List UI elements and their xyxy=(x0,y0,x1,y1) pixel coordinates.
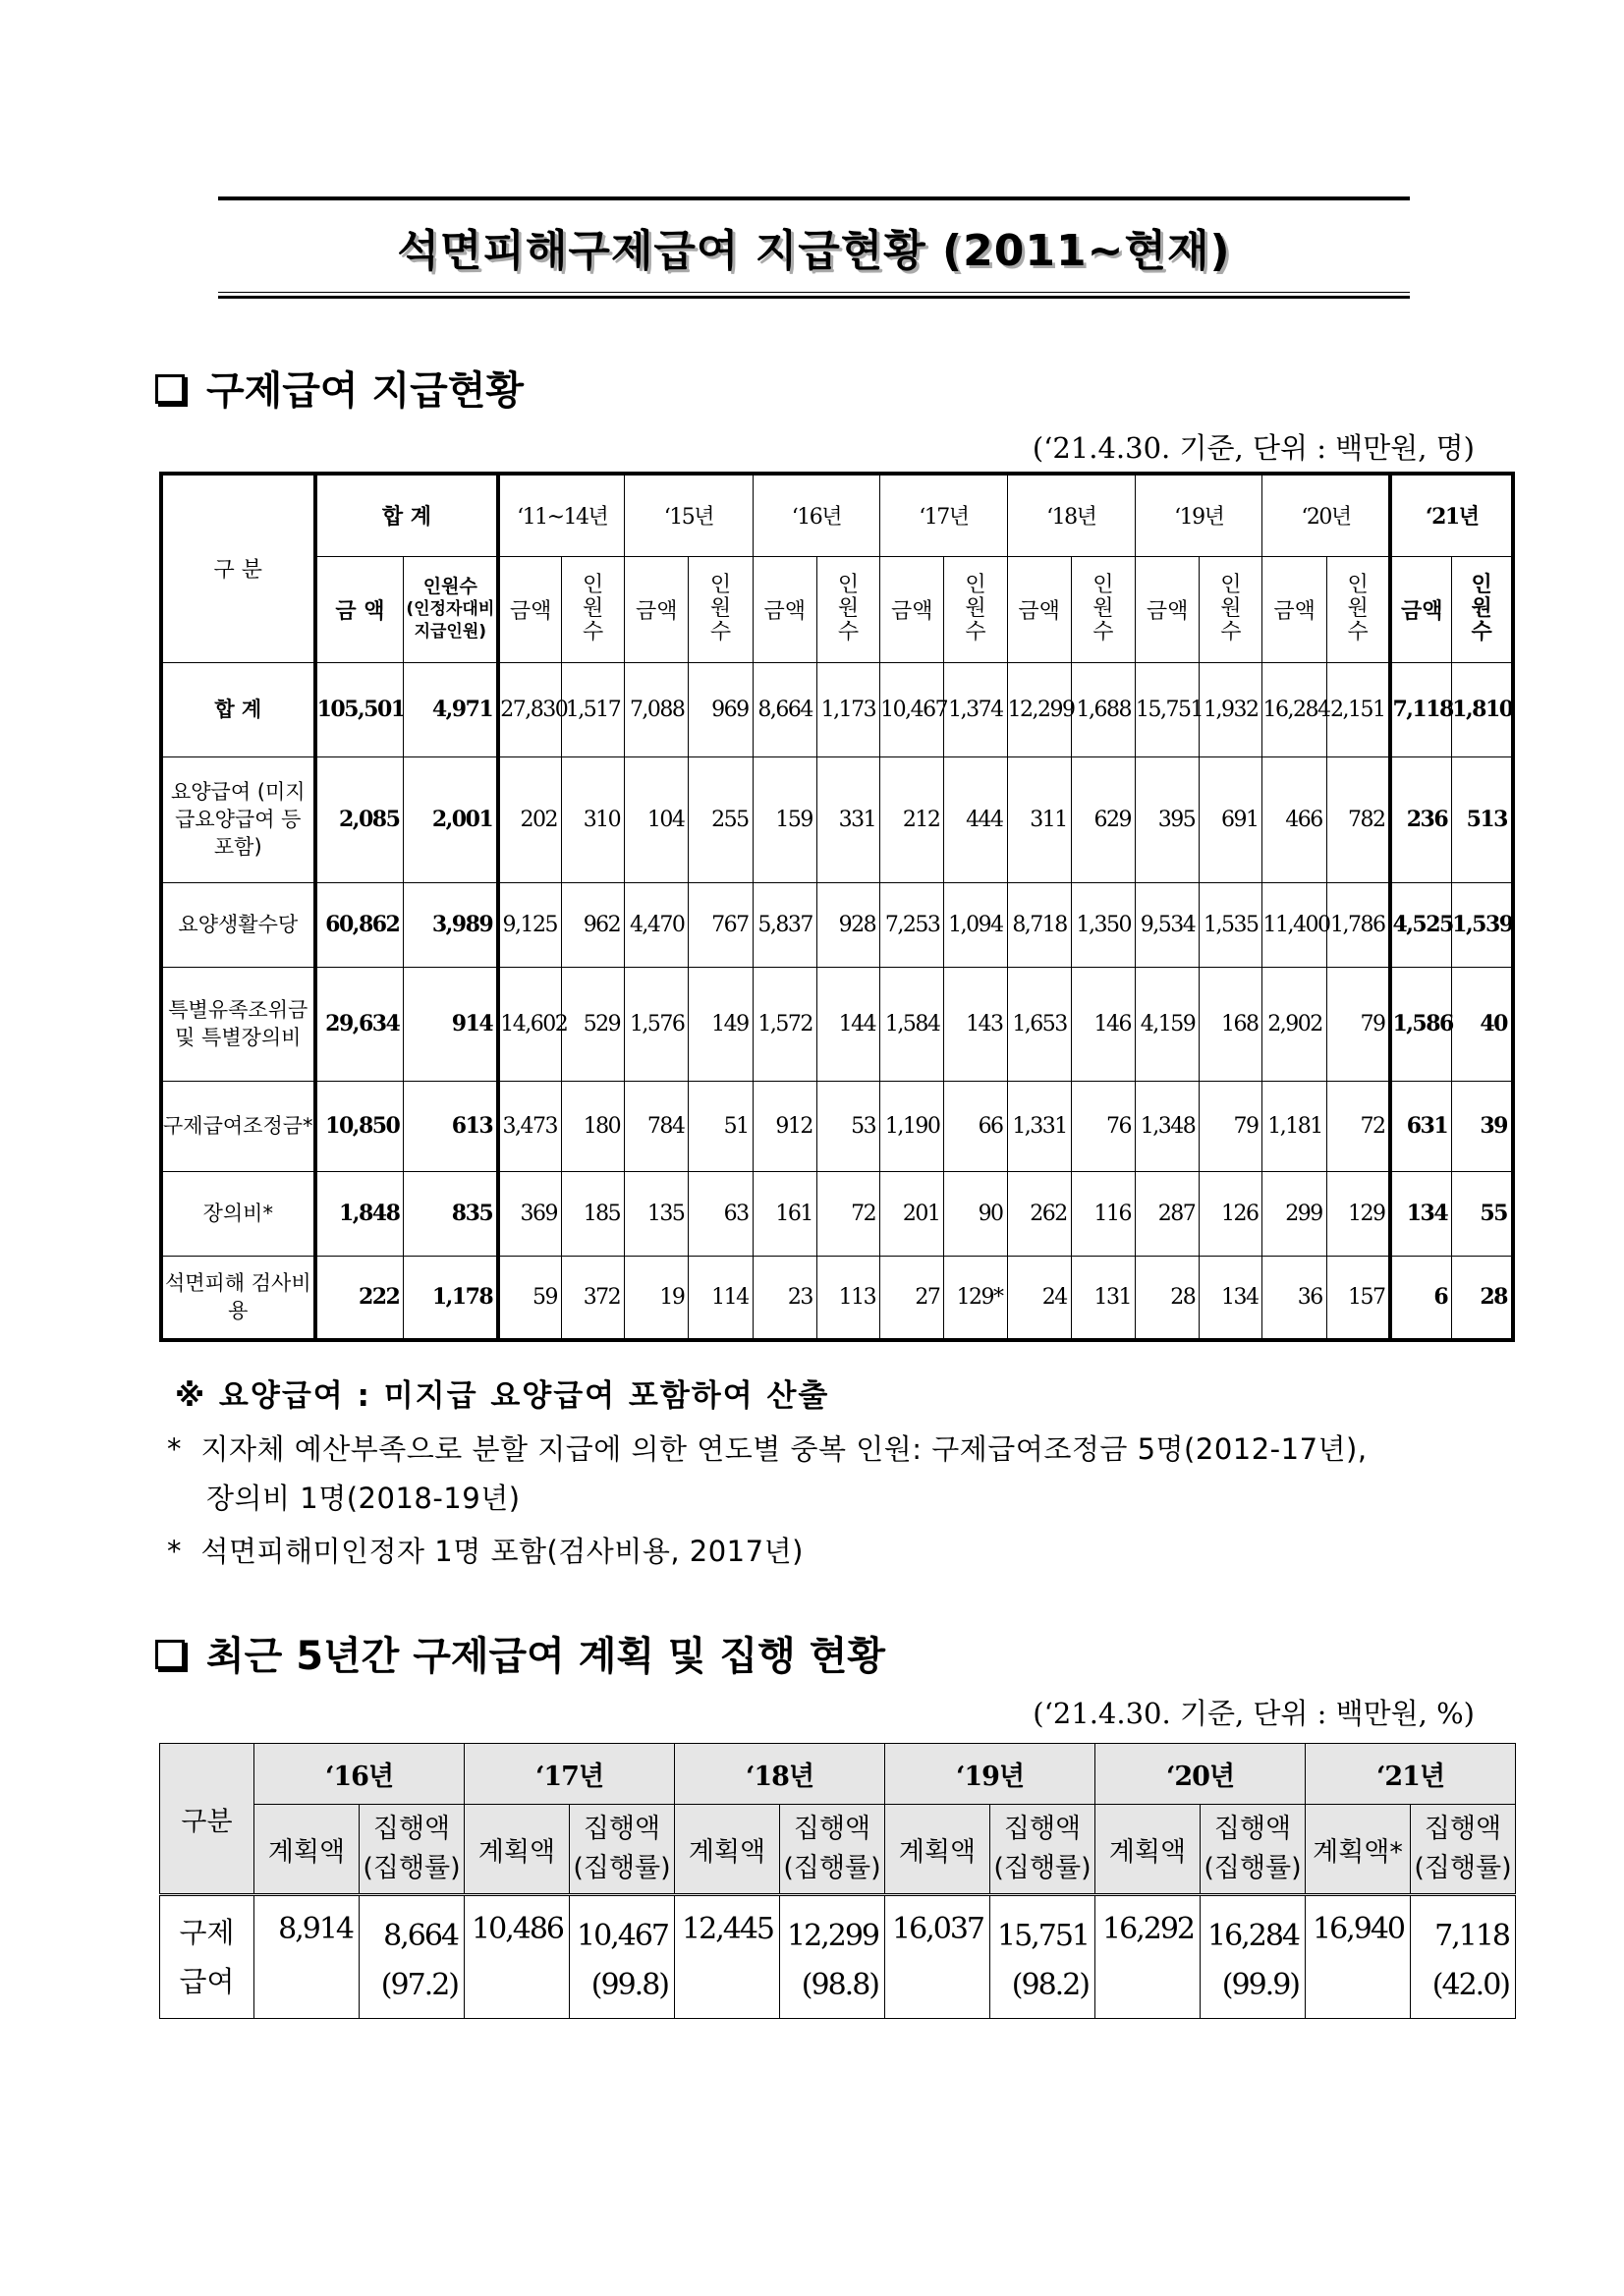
table-row xyxy=(161,1171,1513,1256)
total-people-cell: 1,178 xyxy=(404,1256,498,1340)
header-plan: 계획액 xyxy=(1095,1805,1201,1895)
notes xyxy=(167,1371,1523,1576)
value-cell: 135 xyxy=(625,1171,689,1256)
header-people-vert-text: 인 원 수 xyxy=(965,573,986,644)
value-cell: 7,088 xyxy=(625,662,689,756)
value-cell: 168 xyxy=(1200,967,1262,1081)
title-rule-bottom-thin xyxy=(218,292,1410,293)
header-plan: 계획액* xyxy=(1306,1805,1411,1895)
value-cell: 8,718 xyxy=(1007,882,1071,967)
row-label: 요양급여 (미지급요양급여 등 포함) xyxy=(161,756,315,882)
title-rule-bottom xyxy=(218,296,1410,299)
value-cell: 27,830 xyxy=(498,662,561,756)
note-3-text: 석면피해미인정자 1명 포함(검사비용, 2017년) xyxy=(200,1535,804,1568)
value-cell: 1,181 xyxy=(1262,1081,1326,1171)
rate-value: (97.2) xyxy=(380,1968,458,2002)
exec-value: 10,467 xyxy=(577,1919,668,1953)
header-people-vert xyxy=(816,556,879,662)
header-exec xyxy=(360,1805,465,1895)
header-year: ‘21년 xyxy=(1306,1744,1516,1805)
value-cell: 16,284 xyxy=(1262,662,1326,756)
value-cell: 14,602 xyxy=(498,967,561,1081)
total-people-cell: 4,971 xyxy=(404,662,498,756)
value-cell: 1,350 xyxy=(1071,882,1135,967)
value-cell: 299 xyxy=(1262,1171,1326,1256)
total-amount-cell: 2,085 xyxy=(315,756,404,882)
header-rate-label: (집행률) xyxy=(363,1853,461,1883)
value-cell: 159 xyxy=(753,756,816,882)
header-people-vert xyxy=(1200,556,1262,662)
total-amount-cell: 1,848 xyxy=(315,1171,404,1256)
value-cell: 79 xyxy=(1326,967,1390,1081)
row-label: 장의비* xyxy=(161,1171,315,1256)
page-title: 석면피해구제급여 지급현황 (2011~현재) xyxy=(397,226,1231,276)
header-year: ‘18년 xyxy=(675,1744,885,1805)
value-cell: 23 xyxy=(753,1256,816,1340)
row-label xyxy=(160,1895,254,2019)
total-amount-cell: 222 xyxy=(315,1256,404,1340)
payment-status-table xyxy=(159,472,1515,1342)
value-cell: 236 xyxy=(1390,756,1451,882)
header-people-note: (인정자대비 지급인원) xyxy=(406,599,495,642)
value-cell: 149 xyxy=(689,967,753,1081)
header-people-vert-text: 인 원 수 xyxy=(1220,573,1242,644)
value-cell: 1,190 xyxy=(880,1081,944,1171)
row-label-line1: 구제 xyxy=(179,1916,235,1949)
value-cell: 1,517 xyxy=(561,662,624,756)
value-cell: 19 xyxy=(625,1256,689,1340)
value-cell: 691 xyxy=(1200,756,1262,882)
value-cell: 36 xyxy=(1262,1256,1326,1340)
value-cell: 10,467 xyxy=(880,662,944,756)
section1-heading-text: 구제급여 지급현황 xyxy=(206,368,525,414)
value-cell: 782 xyxy=(1326,756,1390,882)
exec-cell xyxy=(570,1895,675,2019)
value-cell: 55 xyxy=(1452,1171,1513,1256)
exec-cell xyxy=(360,1895,465,2019)
checkbox-bullet-icon xyxy=(155,374,185,404)
note-2-text: 지자체 예산부족으로 분할 지급에 의한 연도별 중복 인원: 구제급여조정금 5명(2012-17년), xyxy=(200,1432,1368,1466)
header-year: ‘19년 xyxy=(1136,474,1262,556)
header-people-vert xyxy=(1071,556,1135,662)
header-total: 합 계 xyxy=(315,474,499,556)
value-cell: 1,535 xyxy=(1200,882,1262,967)
header-amount-short: 금액 xyxy=(1136,556,1200,662)
value-cell: 72 xyxy=(1326,1081,1390,1171)
value-cell: 131 xyxy=(1071,1256,1135,1340)
value-cell: 1,374 xyxy=(944,662,1007,756)
header-people-vert-text: 인 원 수 xyxy=(709,573,732,644)
value-cell: 7,118 xyxy=(1390,662,1451,756)
total-amount-cell: 105,501 xyxy=(315,662,404,756)
value-cell: 6 xyxy=(1390,1256,1451,1340)
value-cell: 784 xyxy=(625,1081,689,1171)
header-year: ‘21년 xyxy=(1390,474,1513,556)
note-2-cont: 장의비 1명(2018-19년) xyxy=(206,1482,521,1515)
value-cell: 76 xyxy=(1071,1081,1135,1171)
value-cell: 134 xyxy=(1390,1171,1451,1256)
header-exec xyxy=(1411,1805,1516,1895)
rate-value: (98.8) xyxy=(801,1968,878,2002)
value-cell: 11,400 xyxy=(1262,882,1326,967)
value-cell: 1,173 xyxy=(816,662,879,756)
value-cell: 287 xyxy=(1136,1171,1200,1256)
rate-value: (98.2) xyxy=(1011,1968,1089,2002)
value-cell: 185 xyxy=(561,1171,624,1256)
header-people-vert-text: 인 원 수 xyxy=(1471,573,1492,644)
header-exec-label: 집행액 xyxy=(1424,1814,1502,1844)
header-people-label: 인원수 xyxy=(422,576,477,597)
plan-cell: 12,445 xyxy=(675,1895,780,2019)
value-cell: 5,837 xyxy=(753,882,816,967)
header-year: ‘11~14년 xyxy=(498,474,624,556)
exec-value: 12,299 xyxy=(787,1919,878,1953)
value-cell: 15,751 xyxy=(1136,662,1200,756)
value-cell: 8,664 xyxy=(753,662,816,756)
value-cell: 1,539 xyxy=(1452,882,1513,967)
header-year: ‘16년 xyxy=(254,1744,465,1805)
total-people-cell: 835 xyxy=(404,1171,498,1256)
value-cell: 104 xyxy=(625,756,689,882)
header-amount-short: 금액 xyxy=(498,556,561,662)
value-cell: 129 xyxy=(1326,1171,1390,1256)
exec-cell xyxy=(1411,1895,1516,2019)
value-cell: 969 xyxy=(689,662,753,756)
value-cell: 180 xyxy=(561,1081,624,1171)
value-cell: 912 xyxy=(753,1081,816,1171)
value-cell: 212 xyxy=(880,756,944,882)
value-cell: 1,094 xyxy=(944,882,1007,967)
value-cell: 157 xyxy=(1326,1256,1390,1340)
header-year: ‘16년 xyxy=(753,474,879,556)
note-2 xyxy=(167,1425,1523,1523)
value-cell: 1,810 xyxy=(1452,662,1513,756)
table-row xyxy=(161,1256,1513,1340)
header-exec-label: 집행액 xyxy=(372,1814,451,1844)
header-rate-label: (집행률) xyxy=(573,1853,671,1883)
row-label: 합 계 xyxy=(161,662,315,756)
title-block xyxy=(218,196,1410,299)
row-label: 구제급여조정금* xyxy=(161,1081,315,1171)
value-cell: 529 xyxy=(561,967,624,1081)
header-exec-label: 집행액 xyxy=(583,1814,661,1844)
value-cell: 39 xyxy=(1452,1081,1513,1171)
header-year: ‘15년 xyxy=(625,474,753,556)
exec-value: 16,284 xyxy=(1207,1919,1299,1953)
header-people-vert xyxy=(1452,556,1513,662)
value-cell: 372 xyxy=(561,1256,624,1340)
value-cell: 1,331 xyxy=(1007,1081,1071,1171)
header-amount-short: 금액 xyxy=(880,556,944,662)
value-cell: 4,525 xyxy=(1390,882,1451,967)
table-row xyxy=(161,1081,1513,1171)
plan-execution-table xyxy=(159,1743,1516,2019)
value-cell: 1,653 xyxy=(1007,967,1071,1081)
value-cell: 114 xyxy=(689,1256,753,1340)
exec-value: 8,664 xyxy=(383,1919,458,1953)
row-label: 석면피해 검사비용 xyxy=(161,1256,315,1340)
value-cell: 27 xyxy=(880,1256,944,1340)
value-cell: 4,159 xyxy=(1136,967,1200,1081)
rate-value: (99.9) xyxy=(1221,1968,1299,2002)
value-cell: 129* xyxy=(944,1256,1007,1340)
checkbox-bullet-icon xyxy=(155,1640,185,1669)
value-cell: 59 xyxy=(498,1256,561,1340)
value-cell: 161 xyxy=(753,1171,816,1256)
value-cell: 63 xyxy=(689,1171,753,1256)
note-3-star: * xyxy=(167,1535,182,1568)
table-row xyxy=(160,1895,1516,2019)
value-cell: 201 xyxy=(880,1171,944,1256)
value-cell: 40 xyxy=(1452,967,1513,1081)
header-rate-label: (집행률) xyxy=(993,1853,1092,1883)
header-plan: 계획액 xyxy=(675,1805,780,1895)
section1-heading xyxy=(155,360,524,416)
plan-cell: 16,292 xyxy=(1095,1895,1201,2019)
value-cell: 113 xyxy=(816,1256,879,1340)
section2-basis: (‘21.4.30. 기준, 단위 : 백만원, %) xyxy=(1033,1697,1475,1730)
value-cell: 513 xyxy=(1452,756,1513,882)
value-cell: 1,688 xyxy=(1071,662,1135,756)
header-amount: 금 액 xyxy=(315,556,404,662)
header-people-vert-text: 인 원 수 xyxy=(1347,573,1369,644)
section2-heading-text: 최근 5년간 구제급여 계획 및 집행 현황 xyxy=(206,1634,885,1679)
total-amount-cell: 10,850 xyxy=(315,1081,404,1171)
exec-value: 7,118 xyxy=(1434,1919,1509,1953)
header-year: ‘20년 xyxy=(1095,1744,1306,1805)
header-people xyxy=(404,556,498,662)
value-cell: 28 xyxy=(1136,1256,1200,1340)
exec-cell xyxy=(990,1895,1095,2019)
value-cell: 631 xyxy=(1390,1081,1451,1171)
value-cell: 66 xyxy=(944,1081,1007,1171)
value-cell: 146 xyxy=(1071,967,1135,1081)
value-cell: 12,299 xyxy=(1007,662,1071,756)
value-cell: 444 xyxy=(944,756,1007,882)
value-cell: 1,932 xyxy=(1200,662,1262,756)
value-cell: 24 xyxy=(1007,1256,1071,1340)
value-cell: 1,786 xyxy=(1326,882,1390,967)
header-exec xyxy=(570,1805,675,1895)
header-exec xyxy=(780,1805,885,1895)
header-rate-label: (집행률) xyxy=(783,1853,881,1883)
value-cell: 2,902 xyxy=(1262,967,1326,1081)
value-cell: 90 xyxy=(944,1171,1007,1256)
value-cell: 1,584 xyxy=(880,967,944,1081)
header-people-vert-text: 인 원 수 xyxy=(837,573,860,644)
header-amount-short: 금액 xyxy=(1262,556,1326,662)
value-cell: 53 xyxy=(816,1081,879,1171)
value-cell: 629 xyxy=(1071,756,1135,882)
header-exec-label: 집행액 xyxy=(793,1814,871,1844)
total-people-cell: 914 xyxy=(404,967,498,1081)
header-year: ‘17년 xyxy=(465,1744,675,1805)
header-amount-short: 금액 xyxy=(753,556,816,662)
value-cell: 3,473 xyxy=(498,1081,561,1171)
header-category: 구분 xyxy=(160,1744,254,1895)
value-cell: 1,572 xyxy=(753,967,816,1081)
title-rule-top-thin xyxy=(218,199,1410,200)
value-cell: 1,576 xyxy=(625,967,689,1081)
value-cell: 369 xyxy=(498,1171,561,1256)
header-year: ‘19년 xyxy=(885,1744,1095,1805)
plan-cell: 8,914 xyxy=(254,1895,360,2019)
value-cell: 79 xyxy=(1200,1081,1262,1171)
exec-cell xyxy=(780,1895,885,2019)
header-rate-label: (집행률) xyxy=(1204,1853,1302,1883)
table-row xyxy=(160,1805,1516,1895)
value-cell: 331 xyxy=(816,756,879,882)
note-3 xyxy=(167,1527,1523,1576)
value-cell: 72 xyxy=(816,1171,879,1256)
plan-cell: 16,940 xyxy=(1306,1895,1411,2019)
table-row xyxy=(161,882,1513,967)
value-cell: 928 xyxy=(816,882,879,967)
header-year: ‘20년 xyxy=(1262,474,1390,556)
rate-value: (99.8) xyxy=(590,1968,668,2002)
header-exec xyxy=(1201,1805,1306,1895)
exec-value: 15,751 xyxy=(997,1919,1089,1953)
plan-cell: 16,037 xyxy=(885,1895,990,2019)
value-cell: 395 xyxy=(1136,756,1200,882)
value-cell: 144 xyxy=(816,967,879,1081)
header-amount-short: 금액 xyxy=(1007,556,1071,662)
value-cell: 143 xyxy=(944,967,1007,1081)
value-cell: 767 xyxy=(689,882,753,967)
value-cell: 466 xyxy=(1262,756,1326,882)
rate-value: (42.0) xyxy=(1431,1968,1509,2002)
header-people-vert xyxy=(944,556,1007,662)
total-people-cell: 3,989 xyxy=(404,882,498,967)
section1-basis: (‘21.4.30. 기준, 단위 : 백만원, 명) xyxy=(1032,431,1475,465)
value-cell: 255 xyxy=(689,756,753,882)
row-label: 특별유족조위금 및 특별장의비 xyxy=(161,967,315,1081)
table-row xyxy=(161,662,1513,756)
header-exec-label: 집행액 xyxy=(1003,1814,1082,1844)
value-cell: 2,151 xyxy=(1326,662,1390,756)
header-exec xyxy=(990,1805,1095,1895)
value-cell: 134 xyxy=(1200,1256,1262,1340)
header-plan: 계획액 xyxy=(465,1805,570,1895)
note-1: ※ 요양급여 : 미지급 요양급여 포함하여 산출 xyxy=(175,1378,830,1414)
value-cell: 7,253 xyxy=(880,882,944,967)
section2-heading xyxy=(155,1625,885,1681)
total-people-cell: 613 xyxy=(404,1081,498,1171)
header-year: ‘18년 xyxy=(1007,474,1135,556)
header-year: ‘17년 xyxy=(880,474,1007,556)
table-row xyxy=(161,967,1513,1081)
header-plan: 계획액 xyxy=(254,1805,360,1895)
value-cell: 9,534 xyxy=(1136,882,1200,967)
value-cell: 311 xyxy=(1007,756,1071,882)
value-cell: 1,586 xyxy=(1390,967,1451,1081)
value-cell: 4,470 xyxy=(625,882,689,967)
value-cell: 310 xyxy=(561,756,624,882)
value-cell: 9,125 xyxy=(498,882,561,967)
value-cell: 28 xyxy=(1452,1256,1513,1340)
exec-cell xyxy=(1201,1895,1306,2019)
note-2-star: * xyxy=(167,1432,182,1466)
total-amount-cell: 60,862 xyxy=(315,882,404,967)
header-people-vert xyxy=(1326,556,1390,662)
header-plan: 계획액 xyxy=(885,1805,990,1895)
row-label: 요양생활수당 xyxy=(161,882,315,967)
value-cell: 116 xyxy=(1071,1171,1135,1256)
header-people-vert-text: 인 원 수 xyxy=(582,573,604,644)
header-amount-short: 금액 xyxy=(1390,556,1451,662)
total-amount-cell: 29,634 xyxy=(315,967,404,1081)
header-amount-short: 금액 xyxy=(625,556,689,662)
header-category: 구 분 xyxy=(161,474,315,662)
value-cell: 51 xyxy=(689,1081,753,1171)
value-cell: 202 xyxy=(498,756,561,882)
total-people-cell: 2,001 xyxy=(404,756,498,882)
value-cell: 962 xyxy=(561,882,624,967)
row-label-line2: 급여 xyxy=(179,1965,235,1998)
header-rate-label: (집행률) xyxy=(1414,1853,1512,1883)
header-people-vert-text: 인 원 수 xyxy=(1092,573,1114,644)
header-people-vert xyxy=(689,556,753,662)
plan-cell: 10,486 xyxy=(465,1895,570,2019)
value-cell: 262 xyxy=(1007,1171,1071,1256)
header-exec-label: 집행액 xyxy=(1213,1814,1292,1844)
value-cell: 1,348 xyxy=(1136,1081,1200,1171)
table-row xyxy=(161,756,1513,882)
value-cell: 126 xyxy=(1200,1171,1262,1256)
table-row xyxy=(160,1744,1516,1805)
header-people-vert xyxy=(561,556,624,662)
